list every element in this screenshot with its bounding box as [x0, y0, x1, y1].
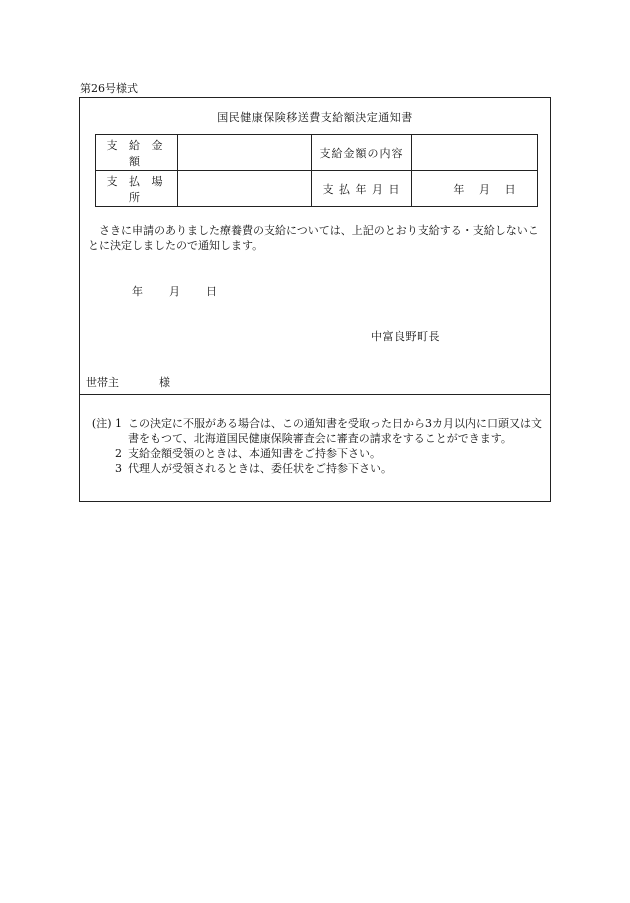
issue-date	[132, 283, 217, 299]
note-text: 代理人が受領されるときは、委任状をご持参下さい。	[128, 462, 392, 475]
householder-label: 世帯主	[86, 376, 119, 389]
note-number: 3	[115, 462, 122, 475]
issuer-mayor: 中富良野町長	[371, 330, 440, 343]
document-title: 国民健康保険移送費支給額決定通知書	[217, 111, 413, 124]
note-text: この決定に不服がある場合は、この通知書を受取った日から3カ月以内に口頭又は文書をもつて、北海道国民健康保険審査会に審査の請求をすることができます。	[128, 417, 542, 445]
notes	[86, 416, 546, 476]
date-label: 支 払 年 月 日	[312, 171, 412, 207]
issue-year: 年	[132, 285, 143, 298]
issue-day: 日	[206, 285, 217, 298]
form-number: 第26号様式	[80, 82, 138, 95]
date-month: 月	[478, 182, 490, 196]
householder	[86, 374, 170, 390]
amount-value	[178, 135, 312, 171]
amount-label: 支 給 金 額	[96, 135, 178, 171]
date-day: 日	[504, 182, 516, 196]
date-value	[412, 171, 538, 207]
note-number: (注) 1	[91, 417, 122, 430]
note-item	[86, 461, 546, 476]
issue-month: 月	[169, 285, 180, 298]
table-row	[96, 135, 538, 171]
table-row	[96, 171, 538, 207]
content-value	[412, 135, 538, 171]
note-item	[86, 446, 546, 461]
note-text: 支給金額受領のときは、本通知書をご持参下さい。	[128, 447, 381, 460]
payment-table	[95, 134, 538, 207]
note-item	[86, 416, 546, 446]
place-label: 支 払 場 所	[96, 171, 178, 207]
divider	[80, 394, 550, 395]
body-text: さきに申請のありました療養費の支給については、上記のとおり支給する・支給しないことに決定しましたので通知します。	[88, 224, 539, 252]
date-year: 年	[453, 182, 465, 196]
note-number: 2	[115, 447, 122, 460]
householder-honorific: 様	[159, 376, 170, 389]
content-label: 支給金額の内容	[312, 135, 412, 171]
notice-frame	[79, 97, 551, 502]
place-value	[178, 171, 312, 207]
